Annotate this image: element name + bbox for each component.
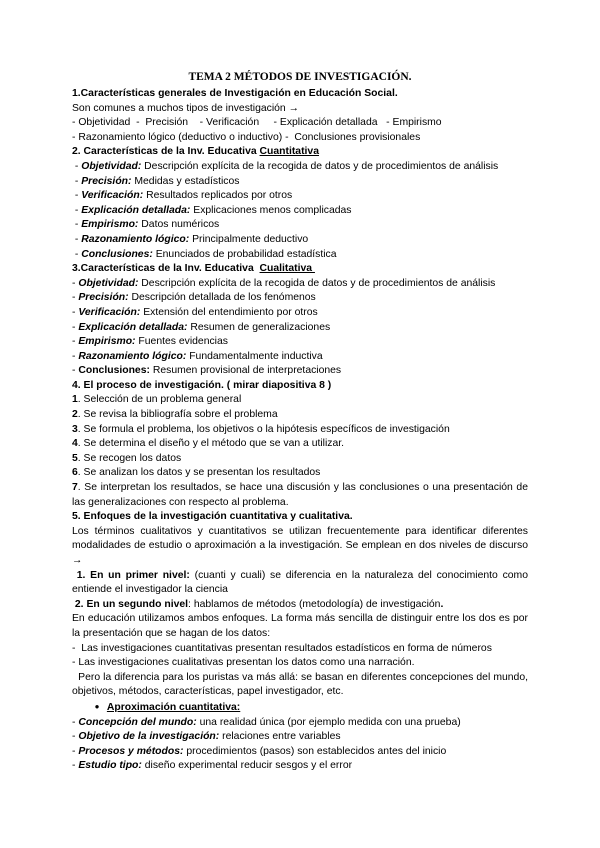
item-dash: - [72, 716, 79, 728]
item-desc: una realidad única (por ejemplo medida con una prueba) [196, 716, 461, 728]
level-end: . [440, 598, 444, 610]
level-term: 1. En un primer nivel: [72, 569, 190, 581]
item-term: Objetividad: [78, 277, 139, 289]
item-desc: Principalmente deductivo [189, 233, 309, 245]
section-1-intro: Son comunes a muchos tipos de investigación → [72, 102, 299, 114]
level-1-item [72, 569, 528, 598]
section-5-heading: 5. Enfoques de la investigación cuantitativa y cualitativa. [72, 511, 353, 523]
step-number: 7 [72, 482, 78, 494]
item-desc: Descripción explícita de la recogida de datos y de procedimientos de análisis [141, 160, 499, 172]
item-term: Razonamiento lógico: [81, 233, 190, 245]
list-item [72, 321, 528, 336]
level-2-item [72, 598, 528, 613]
item-dash: - [72, 219, 82, 231]
section-2-heading [72, 145, 528, 160]
section-5-dash-line: - Las investigaciones cualitativas presentan los datos como una narración. [72, 657, 415, 669]
item-term: Explicación detallada: [78, 321, 188, 333]
step-number: 2 [72, 409, 78, 421]
item-desc: Datos numéricos [138, 219, 220, 231]
item-dash: - [72, 175, 82, 187]
item-desc: Resultados replicados por otros [143, 190, 293, 202]
item-desc: Resumen provisional de interpretaciones [149, 365, 342, 377]
item-desc: diseño experimental reducir sesgos y el error [141, 760, 353, 772]
list-item [72, 218, 528, 233]
step-number: 6 [72, 467, 78, 479]
list-item [72, 277, 528, 292]
item-dash: - [72, 277, 79, 289]
step-item [72, 423, 528, 438]
step-text: . Se recogen los datos [77, 452, 182, 464]
list-item [72, 175, 528, 190]
step-item [72, 437, 528, 452]
subsection-list [72, 716, 528, 774]
item-term: Procesos y métodos: [78, 745, 184, 757]
item-dash: - [72, 321, 79, 333]
step-number: 3 [72, 423, 78, 435]
item-dash: - [72, 365, 79, 377]
section-5-paragraph: Pero la diferencia para los puristas va más allá: se basan en diferentes concepciones del mundo, objetivos, métodos, características, papel investigador, etc. [72, 671, 531, 698]
bullet-icon: ● [94, 701, 100, 711]
section-4-steps [72, 393, 528, 510]
subsection-heading-text: Aproximación cuantitativa: [106, 701, 241, 713]
list-item [72, 306, 528, 321]
heading-underlined: Cuantitativa [259, 146, 319, 158]
item-dash: - [72, 204, 82, 216]
item-dash: - [72, 745, 79, 757]
item-term: Explicación detallada: [81, 204, 191, 216]
item-term: Estudio tipo: [78, 760, 142, 772]
item-dash: - [72, 336, 79, 348]
document-page [72, 70, 531, 774]
step-text: . Se analizan los datos y se presentan los resultados [77, 467, 321, 479]
heading-text: 3.Características de la Inv. Educativa [72, 263, 260, 275]
item-desc: procedimientos (pasos) son establecidos antes del inicio [183, 745, 447, 757]
step-item [72, 408, 528, 423]
step-number: 5 [72, 452, 78, 464]
item-term: Conclusiones: [78, 365, 150, 377]
list-item [72, 759, 528, 774]
item-dash: - [72, 233, 82, 245]
item-term: Precisión: [78, 292, 129, 304]
item-dash: - [72, 731, 79, 743]
section-3-heading [72, 262, 528, 277]
heading-underlined: Cualitativa [259, 263, 315, 275]
list-item [72, 291, 528, 306]
item-term: Concepción del mundo: [78, 716, 197, 728]
list-item [72, 233, 528, 248]
item-term: Verificación: [81, 190, 144, 202]
step-item [72, 393, 528, 408]
item-dash: - [72, 160, 82, 172]
step-number: 4 [72, 438, 78, 450]
item-desc: Explicaciones menos complicadas [190, 204, 352, 216]
section-1-list-line: - Razonamiento lógico (deductivo o inductivo) - Conclusiones provisionales [72, 131, 421, 143]
item-desc: Resumen de generalizaciones [187, 321, 331, 333]
step-item [72, 481, 528, 510]
subsection-heading [72, 700, 528, 716]
step-text: . Se interpretan los resultados, se hace una discusión y las conclusiones o una presentación de las generalizaciones con respecto al problema. [72, 482, 528, 508]
section-5-paragraph: Los términos cualitativos y cuantitativos se utilizan frecuentemente para identificar diferentes modalidades de estudio o aproximación a la investigación. Se emplean en dos niveles de discurso → [72, 525, 528, 566]
section-4-heading: 4. El proceso de investigación. ( mirar diapositiva 8 ) [72, 379, 332, 391]
item-dash: - [72, 190, 82, 202]
item-term: Empirismo: [78, 336, 136, 348]
section-1-list-line: - Objetividad - Precisión - Verificación - Explicación detallada - Empirismo [72, 117, 442, 129]
list-item [72, 350, 528, 365]
page-title: TEMA 2 MÉTODOS DE INVESTIGACIÓN. [188, 71, 412, 83]
item-desc: Fundamentalmente inductiva [186, 350, 323, 362]
item-term: Verificación: [78, 306, 141, 318]
list-item [72, 745, 528, 760]
level-desc: (cuanti y cuali) se diferencia en la naturaleza del conocimiento como entiende el investigador la ciencia [72, 569, 528, 596]
item-dash: - [72, 292, 79, 304]
item-desc: relaciones entre variables [219, 731, 341, 743]
item-term: Objetividad: [81, 160, 142, 172]
item-desc: Descripción explícita de la recogida de datos y de procedimientos de análisis [138, 277, 496, 289]
item-dash: - [72, 760, 79, 772]
list-item [72, 248, 528, 263]
item-dash: - [72, 306, 79, 318]
list-item [72, 716, 528, 731]
section-2-list [72, 160, 528, 262]
list-item [72, 160, 528, 175]
step-number: 1 [72, 394, 78, 406]
item-term: Objetivo de la investigación: [78, 731, 220, 743]
heading-text: 2. Características de la Inv. Educativa [72, 146, 260, 158]
item-desc: Enunciados de probabilidad estadística [152, 248, 337, 260]
item-term: Conclusiones: [81, 248, 153, 260]
step-item [72, 452, 528, 467]
list-item [72, 204, 528, 219]
step-text: . Se determina el diseño y el método que se van a utilizar. [77, 438, 345, 450]
section-5-dash-line: - Las investigaciones cuantitativas presentan resultados estadísticos en forma de números [72, 642, 492, 654]
list-item [72, 730, 528, 745]
step-item [72, 466, 528, 481]
step-text: . Selección de un problema general [77, 394, 242, 406]
item-desc: Medidas y estadísticos [131, 175, 240, 187]
level-term: 2. En un segundo nivel [72, 598, 189, 610]
item-desc: Fuentes evidencias [135, 336, 228, 348]
level-desc: : hablamos de métodos (metodología) de investigación [188, 598, 441, 610]
item-term: Precisión: [81, 175, 132, 187]
item-desc: Extensión del entendimiento por otros [140, 306, 318, 318]
item-term: Razonamiento lógico: [78, 350, 187, 362]
step-text: . Se formula el problema, los objetivos o la hipótesis específicos de investigación [77, 423, 450, 435]
list-item [72, 335, 528, 350]
section-3-list [72, 277, 528, 379]
section-1-heading: 1.Características generales de Investigación en Educación Social. [72, 88, 398, 99]
item-desc: Descripción detallada de los fenómenos [128, 292, 316, 304]
section-5-paragraph: En educación utilizamos ambos enfoques. La forma más sencilla de distinguir entre los dos es por la presentación que se hagan de los datos: [72, 613, 528, 639]
list-item [72, 189, 528, 204]
list-item [72, 364, 528, 379]
item-term: Empirismo: [81, 219, 139, 231]
item-dash: - [72, 350, 79, 362]
step-text: . Se revisa la bibliografía sobre el problema [77, 409, 278, 421]
item-dash: - [72, 248, 82, 260]
